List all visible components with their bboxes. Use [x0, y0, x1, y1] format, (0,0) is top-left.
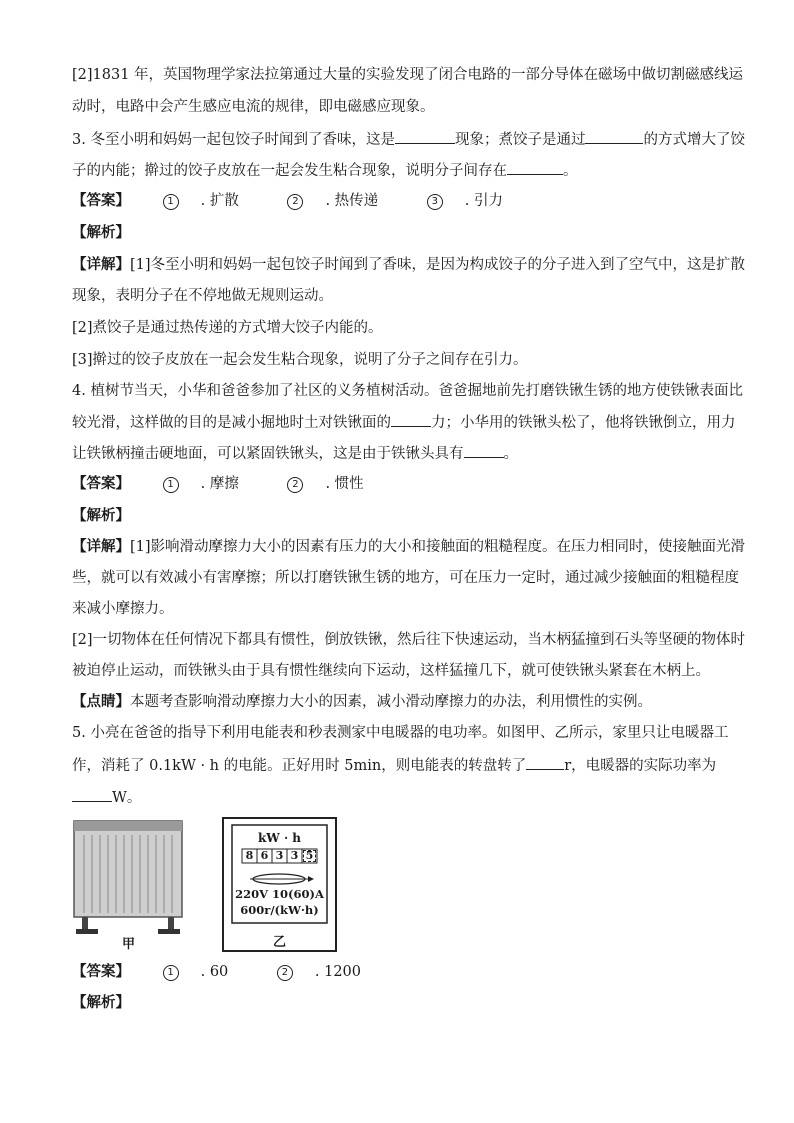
detail-line: 现象，表明分子在不停地做无规则运动。	[72, 288, 333, 304]
question-4-line-3: 让铁锹柄撞击硬地面，可以紧固铁锹头，这是由于铁锹头具有 。	[72, 443, 722, 464]
answer-value: 引力	[473, 193, 503, 209]
circled-number: 1	[163, 965, 179, 981]
detail-line: [2]一切物体在任何情况下都具有惯性，倒放铁锹，然后往下快速运动，当木柄猛撞到石头等坚硬的物体时	[72, 632, 746, 648]
figure-caption-yi: 乙	[272, 935, 286, 950]
answer-tag: 【答案】	[72, 192, 130, 209]
question-5-line-1: 5. 小亮在爸爸的指导下利用电能表和秒表测家中电暖器的电功率。如图甲、乙所示，家里只让电暖器工	[72, 725, 729, 741]
meter-digit: 3	[290, 849, 299, 862]
answer-blank	[464, 443, 504, 458]
figure-caption-jia: 甲	[122, 937, 136, 952]
question-5-line-2: 作，消耗了 0.1kW · h 的电能。正好用时 5min，则电能表的转盘转了 r，电暖器的实际功率为	[72, 755, 722, 776]
meter-digits	[242, 849, 317, 863]
question-4-line-2: 较光滑，这样做的目的是减小掘地时土对铁锹面的 力；小华用的铁锹头松了，他将铁锹倒立，用力	[72, 412, 722, 433]
circled-number: 1	[163, 477, 179, 493]
answer-blank	[585, 129, 643, 144]
analysis-tag: 【解析】	[72, 224, 130, 241]
question-5-line-3: W。	[72, 787, 722, 808]
circled-number: 3	[427, 194, 443, 210]
detail-line: 些，就可以有效减小有害摩擦；所以打磨铁锹生锈的地方，可在压力一定时，通过减少接触面的粗糙程度	[72, 570, 739, 586]
answer-value: 摩擦	[209, 476, 239, 492]
energy-meter-figure	[222, 817, 337, 952]
meter-spec-revs: 600r/(kW·h)	[240, 903, 319, 917]
question-4-line-1: 4. 植树节当天，小华和爸爸参加了社区的义务植树活动。爸爸掘地前先打磨铁锹生锈的地方使铁锹表面比	[72, 383, 743, 399]
answer-blank	[391, 412, 431, 427]
answer-blank	[507, 160, 563, 175]
answer-row-q5: 【答案】 1 . 60 2 . 1200	[72, 963, 362, 980]
circled-number: 2	[287, 477, 303, 493]
circled-number: 1	[163, 194, 179, 210]
detail-line: 被迫停止运动，而铁锹头由于具有惯性继续向下运动，这样猛撞几下，就可使铁锹头紧套在木柄上。	[72, 663, 710, 679]
text-line: 动时，电路中会产生感应电流的规律，即电磁感应现象。	[72, 99, 435, 115]
meter-digit: 8	[245, 849, 254, 862]
answer-blank	[395, 129, 455, 144]
meter-digit-decimal: 5	[302, 849, 317, 863]
meter-spec-voltage: 220V 10(60)A	[235, 887, 324, 901]
detail-line: 来减小摩擦力。	[72, 601, 174, 617]
detail-line: [3]擀过的饺子皮放在一起会发生粘合现象，说明了分子之间存在引力。	[72, 352, 528, 368]
circled-number: 2	[277, 965, 293, 981]
answer-tag: 【答案】	[72, 475, 130, 492]
answer-blank	[526, 755, 564, 770]
answer-value: 1200	[324, 964, 362, 980]
answer-value: 热传递	[334, 193, 379, 209]
detail-line: [2]煮饺子是通过热传递的方式增大饺子内能的。	[72, 320, 383, 336]
answer-value: 惯性	[334, 476, 364, 492]
electric-heater-figure	[72, 817, 186, 939]
detail-line: 【详解】[1]影响滑动摩擦力大小的因素有压力的大小和接触面的粗糙程度。在压力相同时，使接触面光滑	[72, 538, 746, 555]
question-3-line-2: 子的内能；擀过的饺子皮放在一起会发生粘合现象，说明分子间存在 。	[72, 160, 722, 181]
detail-line: 【详解】[1]冬至小明和妈妈一起包饺子时闻到了香味，是因为构成饺子的分子进入到了空气中，这是扩散	[72, 256, 746, 273]
answer-blank	[72, 787, 112, 802]
answer-row-q3: 【答案】 1 . 扩散 2 . 热传递 3 . 引力	[72, 192, 503, 209]
tip-line: 【点睛】本题考查影响滑动摩擦力大小的因素，减小滑动摩擦力的办法，利用惯性的实例。	[72, 693, 652, 710]
circled-number: 2	[287, 194, 303, 210]
meter-digit: 3	[275, 849, 284, 862]
answer-value: 扩散	[209, 193, 239, 209]
question-3-line-1: 3. 冬至小明和妈妈一起包饺子时闻到了香味，这是 现象；煮饺子是通过 的方式增大了饺	[72, 129, 722, 150]
meter-unit: kW · h	[257, 831, 302, 845]
answer-row-q4: 【答案】 1 . 摩擦 2 . 惯性	[72, 475, 364, 492]
text-line: [2]1831 年，英国物理学家法拉第通过大量的实验发现了闭合电路的一部分导体在磁场中做切割磁感线运	[72, 67, 744, 83]
meter-digit: 6	[260, 849, 269, 862]
analysis-tag: 【解析】	[72, 507, 130, 524]
answer-tag: 【答案】	[72, 963, 130, 980]
analysis-tag: 【解析】	[72, 994, 130, 1011]
answer-value: 60	[209, 964, 229, 980]
